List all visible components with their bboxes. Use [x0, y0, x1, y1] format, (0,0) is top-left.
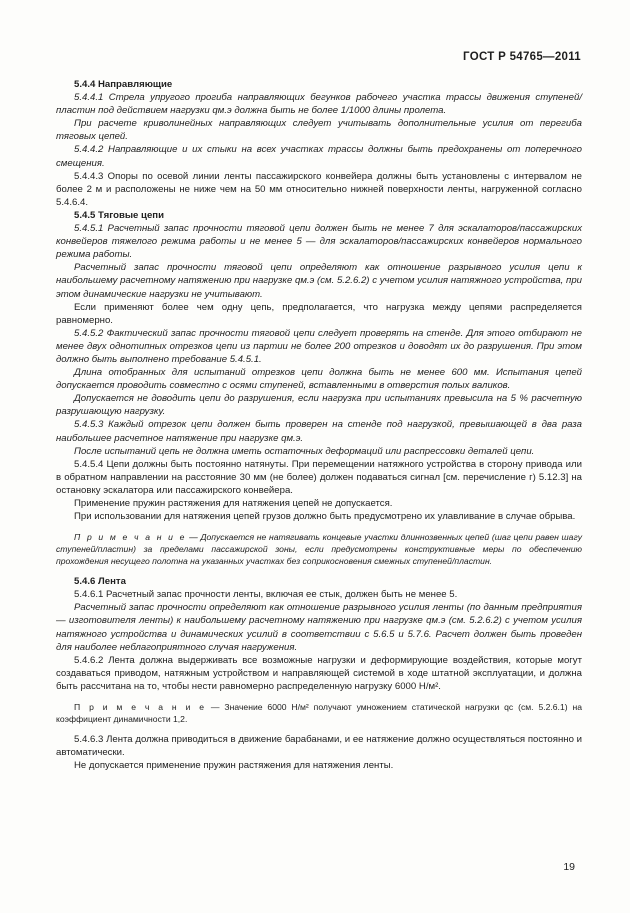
paragraph: Допускается не доводить цепи до разрушения, если нагрузка при испытаниях превысила на 5 % расчетную разрушающую нагрузку.	[56, 393, 582, 418]
note-2-text: — Значение 6000 Н/м² получают умножением статической нагрузки qс (см. 5.2.6.1) на коэффициент динамичности 1,2.	[56, 702, 583, 725]
paragraph: При использовании для натяжения цепей грузов должно быть предусмотрено их улавливание в случае обрыва.	[74, 511, 576, 523]
paragraph: Применение пружин растяжения для натяжения цепей не допускается.	[74, 498, 393, 509]
section-block-2	[56, 575, 582, 693]
paragraph: 5.4.5.2 Фактический запас прочности тяговой цепи следует проверять на стенде. Для этого отбирают не менее двух однотипных отрезков цепи из партии не более 200 отрезков и доводят их до разрушения. При этом должно быть выполнено требование 5.4.5.1.	[56, 327, 582, 365]
section-heading: 5.4.4 Направляющие	[74, 79, 173, 90]
paragraph: После испытаний цепь не должна иметь остаточных деформаций или распрессовки деталей цепи.	[74, 445, 535, 457]
note-1-label: П р и м е ч а н и е	[74, 532, 187, 543]
document-body	[56, 78, 582, 772]
paragraph: Расчетный запас прочности тяговой цепи определяют как отношение разрывного усилия цепи к наибольшему расчетному натяжению при нагрузке qм.э (см. 5.2.6.2) с учетом усилия натяжного устройства, при этом динамические нагрузки не учитывают.	[56, 262, 582, 300]
page-number: 19	[563, 861, 575, 873]
paragraph: Не допускается применение пружин растяжения для натяжения ленты.	[74, 760, 394, 772]
standard-header: ГОСТ Р 54765—2011	[463, 51, 581, 63]
section-block-1	[56, 78, 582, 523]
paragraph: 5.4.4.3 Опоры по осевой линии ленты пассажирского конвейера должны быть установлены с интервалом не более 2 м и расположены не ниже чем на 50 мм относительно нижней поверхности ленты, нагруженной согласно 5.4.6.4.	[56, 170, 582, 208]
section-heading: 5.4.5 Тяговые цепи	[74, 209, 164, 221]
paragraph: 5.4.5.4 Цепи должны быть постоянно натянуты. При перемещении натяжного устройства в сторону привода или в обратном направлении на расстояние 30 мм (не более) должен подаваться сигнал [см. перечисление г) 5.12.3] на остановку эскалатора или пассажирского конвейера.	[56, 458, 582, 496]
section-heading: 5.4.6 Лента	[74, 576, 126, 588]
paragraph: 5.4.4.2 Направляющие и их стыки на всех участках трассы должны быть предохранены от поперечного смещения.	[56, 144, 582, 169]
paragraph: 5.4.5.1 Расчетный запас прочности тяговой цепи должен быть не менее 7 для эскалаторов/пассажирских конвейеров тяжелого режима работы и не менее 5 — для эскалаторов/пассажирских конвейеров нормального режима работы.	[56, 223, 582, 261]
paragraph: Длина отобранных для испытаний отрезков цепи должна быть не менее 600 мм. Испытания цепей допускается проводить совместно с осями ступеней, вставленными в отверстия полых валиков.	[56, 367, 582, 392]
note-1	[56, 531, 582, 567]
paragraph: 5.4.6.1 Расчетный запас прочности ленты, включая ее стык, должен быть не менее 5.	[74, 589, 458, 601]
paragraph: 5.4.5.3 Каждый отрезок цепи должен быть проверен на стенде под нагрузкой, превышающей в два раза наибольшее расчетное натяжение при нагрузке qм.э.	[56, 419, 582, 444]
note-2	[56, 701, 582, 725]
paragraph: 5.4.4.1 Стрела упругого прогиба направляющих бегунков рабочего участка трассы движения ступеней/пластин под действием нагрузки qм.э должна быть не более 1/1000 длины пролета.	[56, 92, 582, 117]
paragraph: 5.4.6.3 Лента должна приводиться в движение барабанами, и ее натяжение должно осуществляться постоянно и автоматически.	[56, 734, 582, 759]
paragraph: При расчете криволинейных направляющих следует учитывать дополнительные усилия от перегиба тяговых цепей.	[56, 118, 582, 143]
paragraph: 5.4.6.2 Лента должна выдерживать все возможные нагрузки и деформирующие воздействия, которые могут создаваться приводом, натяжным устройством и направляющей системой в ходе штатной эксплуатации, и должна быть рассчитана на то, чтобы нести равномерно распределенную нагрузку 6000 Н/м².	[56, 654, 582, 692]
paragraph: Если применяют более чем одну цепь, предполагается, что нагрузка между цепями распределяется равномерно.	[56, 301, 582, 326]
section-block-3	[56, 733, 582, 772]
paragraph: Расчетный запас прочности определяют как отношение разрывного усилия ленты (по данным предприятия — изготовителя ленты) к наибольшему расчетному натяжению при нагрузке qм.э (см. 5.2.6.2) с учетом усилия натяжного устройства и динамических усилий в соответствии с 5.6.5 и 5.7.6. Расчет должен быть проведен для наиболее неблагоприятного случая нагружения.	[56, 602, 582, 653]
note-1-text: — Допускается не натягивать концевые участки длиннозвенных цепей (шаг цепи равен шагу ступеней/пластин) за пределами пассажирской зоны, если предусмотрены конструктивные меры по обеспечению прохождения несущего полотна на указанных участках без соприкосновения смежных ступеней/пластин.	[56, 532, 582, 567]
note-2-label: П р и м е ч а н и е	[74, 702, 207, 713]
